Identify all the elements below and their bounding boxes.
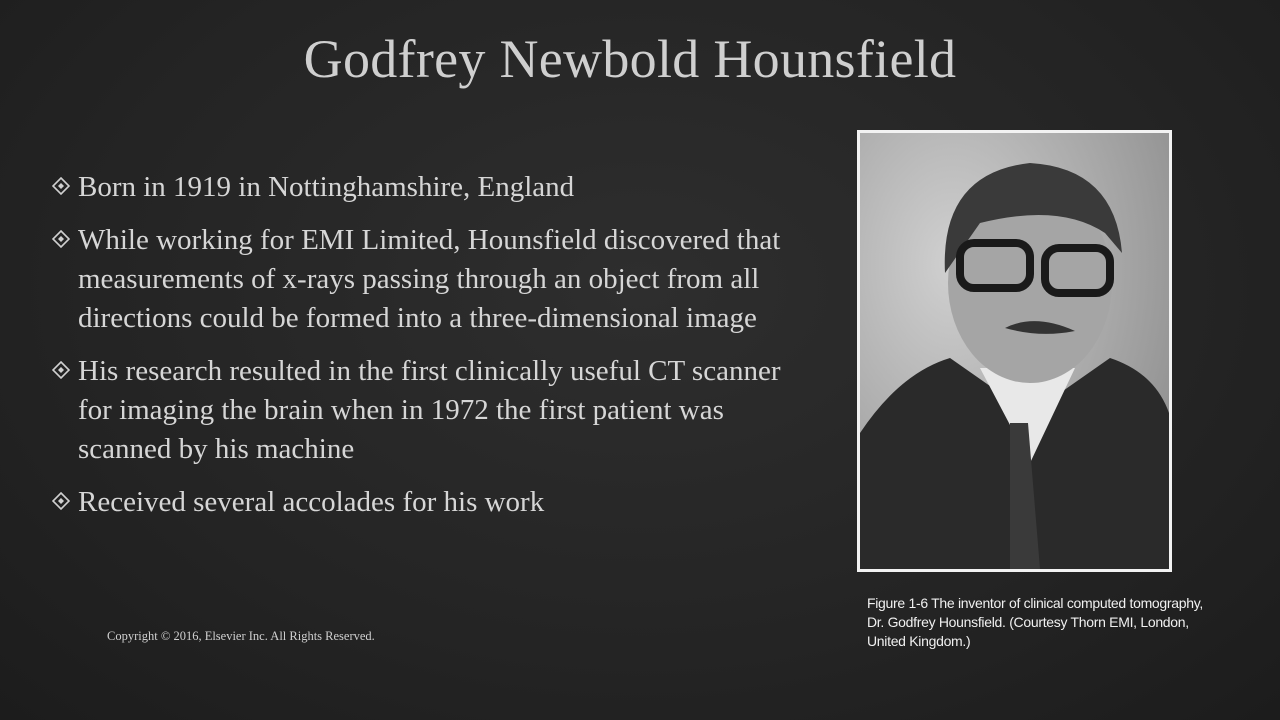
bullet-item: [50, 221, 820, 338]
diamond-bullet-icon: [52, 361, 70, 379]
bullet-item: [50, 168, 820, 207]
diamond-bullet-icon: [52, 492, 70, 510]
diamond-bullet-icon: [52, 230, 70, 248]
bullet-text: Born in 1919 in Nottinghamshire, England: [78, 171, 575, 203]
bullet-text: His research resulted in the first clinically useful CT scanner for imaging the brain when in 1972 the first patient was scanned by his machine: [78, 355, 781, 465]
slide-title: Godfrey Newbold Hounsfield: [303, 29, 957, 89]
bullet-item: [50, 352, 820, 469]
portrait-image: [860, 133, 1169, 569]
portrait-photo: [857, 130, 1172, 572]
copyright-notice: Copyright © 2016, Elsevier Inc. All Rights Reserved.: [107, 629, 375, 643]
diamond-bullet-icon: [52, 177, 70, 195]
bullet-text: While working for EMI Limited, Hounsfield discovered that measurements of x-rays passing through an object from all directions could be formed into a three-dimensional image: [78, 224, 781, 334]
bullet-text: Received several accolades for his work: [78, 486, 545, 518]
bullet-item: [50, 483, 820, 522]
bullet-list: [50, 168, 820, 536]
figure-caption: Figure 1-6 The inventor of clinical computed tomography, Dr. Godfrey Hounsfield. (Courtesy Thorn EMI, London, United Kingdom.): [867, 595, 1203, 649]
